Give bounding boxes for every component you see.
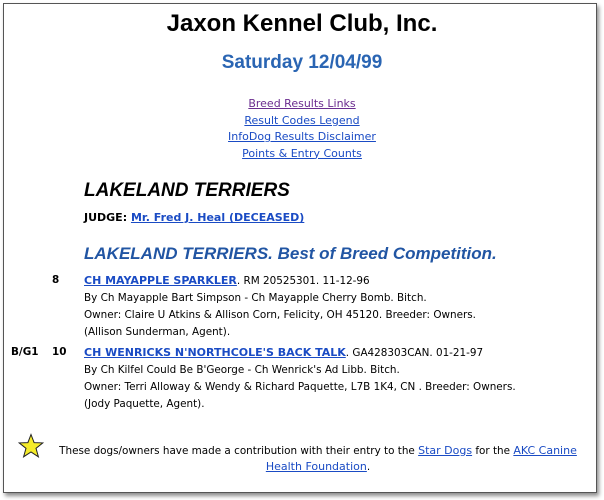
contribution-note (48, 443, 588, 475)
star-dogs-link[interactable]: Star Dogs (418, 444, 473, 457)
entry-details (84, 272, 584, 341)
judge-line (84, 211, 304, 224)
results-links-list (0, 96, 604, 162)
judge-label: JUDGE: (84, 211, 128, 224)
dog-pedigree: By Ch Mayapple Bart Simpson - Ch Mayapple Cherry Bomb. Bitch. (84, 292, 427, 304)
note-text: These dogs/owners have made a contribution with their entry to the (59, 445, 419, 457)
note-text: . (366, 461, 371, 473)
dog-agent: (Jody Paquette, Agent). (84, 398, 205, 410)
dog-owner: Owner: Terri Alloway & Wendy & Richard Paquette, L7B 1K4, CN . Breeder: Owners. (84, 381, 516, 393)
entry-number: 10 (52, 346, 67, 358)
breed-results-links-link[interactable]: Breed Results Links (248, 97, 356, 110)
note-text: for the (472, 445, 514, 457)
dog-name-link[interactable]: CH MAYAPPLE SPARKLER (84, 274, 237, 287)
akc-canine-health-foundation-link[interactable]: AKC Canine Health Foundation (265, 444, 577, 473)
show-date: Saturday 12/04/99 (221, 52, 383, 73)
entry-number: 8 (52, 274, 60, 286)
dog-agent: (Allison Sunderman, Agent). (84, 326, 231, 338)
result-codes-legend-link[interactable]: Result Codes Legend (244, 113, 360, 127)
dog-registration: . GA428303CAN. 01-21-97 (345, 347, 484, 359)
breed-heading: LAKELAND TERRIERS (84, 180, 290, 201)
entry-award: B/G1 (11, 346, 39, 358)
dog-pedigree: By Ch Kilfel Could Be B'George - Ch Wenrick's Ad Libb. Bitch. (84, 364, 400, 376)
best-of-breed-heading: LAKELAND TERRIERS. Best of Breed Competition. (84, 244, 497, 263)
entry-details (84, 344, 584, 413)
club-title: Jaxon Kennel Club, Inc. (166, 10, 438, 37)
star-icon (18, 433, 44, 459)
dog-name-link[interactable]: CH WENRICKS N'NORTHCOLE'S BACK TALK (84, 346, 346, 359)
dog-registration: . RM 20525301. 11-12-96 (236, 275, 370, 287)
infodog-disclaimer-link[interactable]: InfoDog Results Disclaimer (228, 130, 376, 143)
judge-name-link[interactable]: Mr. Fred J. Heal (DECEASED) (130, 211, 305, 224)
dog-owner: Owner: Claire U Atkins & Allison Corn, Felicity, OH 45120. Breeder: Owners. (84, 309, 476, 321)
points-entry-counts-link[interactable]: Points & Entry Counts (242, 146, 362, 160)
